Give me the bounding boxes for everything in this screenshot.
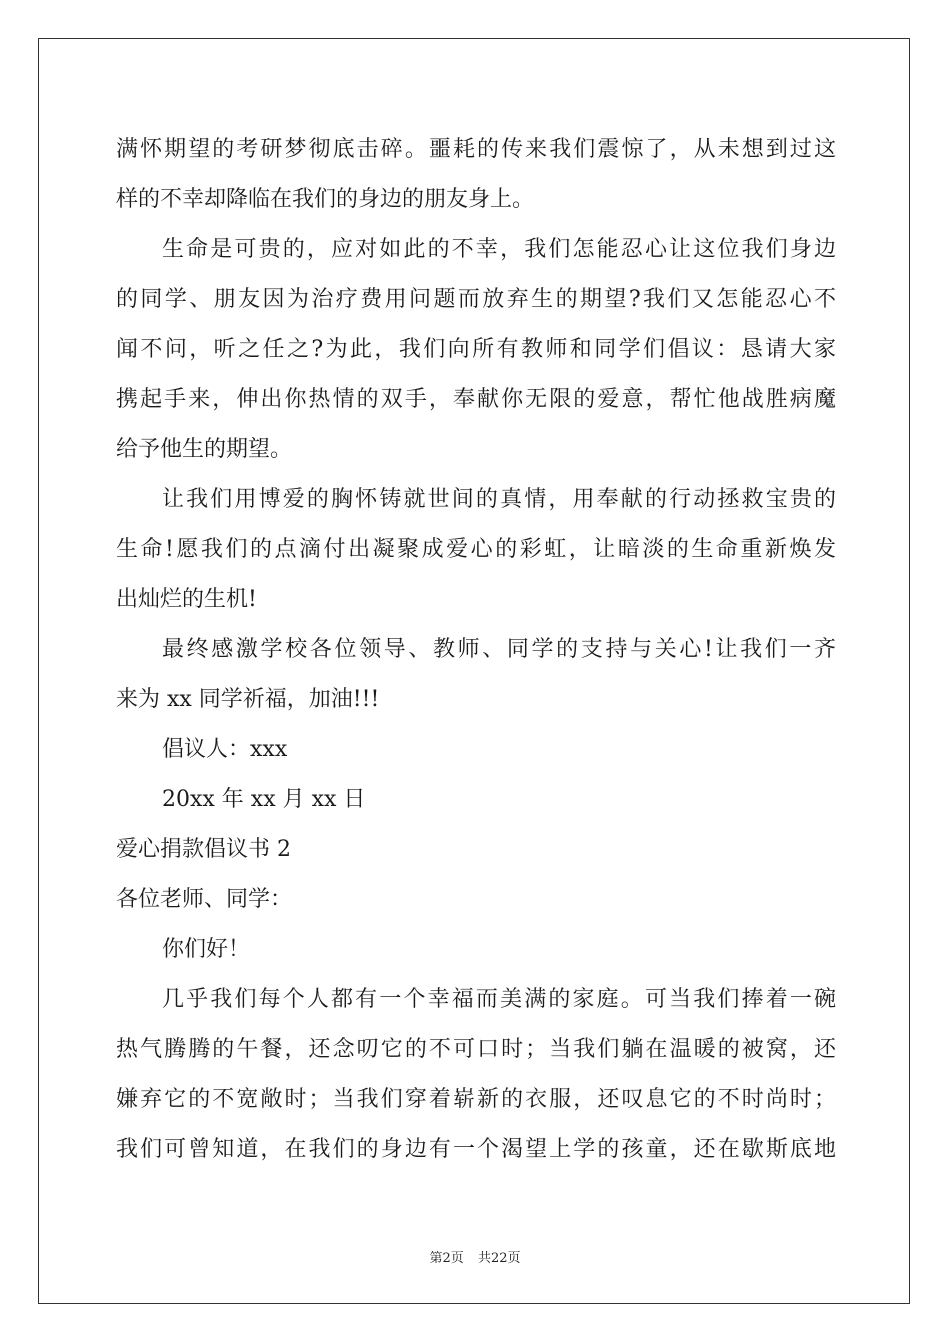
date-line: 20xx 年 xx 月 xx 日 xyxy=(162,787,366,812)
text-line: 满怀期望的考研梦彻底击碎。噩耗的传来我们震惊了，从未想到过这 xyxy=(116,137,836,162)
greeting: 你们好！ xyxy=(162,937,251,962)
text-line: 出灿烂的生机! xyxy=(116,587,257,612)
page-number: 第2页 xyxy=(429,1251,464,1266)
text-line: 来为 xx 同学祈福，加油!!! xyxy=(116,687,380,712)
text-line: 生命是可贵的，应对如此的不幸，我们怎能忍心让这位我们身边 xyxy=(162,237,836,262)
signatory-line: 倡议人：xxx xyxy=(162,737,288,762)
text-line: 闻不问，听之任之?为此，我们向所有教师和同学们倡议：恳请大家 xyxy=(116,337,836,362)
text-line: 生命!愿我们的点滴付出凝聚成爱心的彩虹，让暗淡的生命重新焕发 xyxy=(116,537,836,562)
text-line: 几乎我们每个人都有一个幸福而美满的家庭。可当我们捧着一碗 xyxy=(162,987,836,1012)
text-line: 嫌弃它的不宽敞时；当我们穿着崭新的衣服，还叹息它的不时尚时； xyxy=(116,1087,836,1112)
section-title: 爱心捐款倡议书 2 xyxy=(116,837,291,862)
text-line: 的同学、朋友因为治疗费用问题而放弃生的期望?我们又怎能忍心不 xyxy=(116,287,836,312)
text-line: 给予他生的期望。 xyxy=(116,437,293,462)
text-line: 让我们用博爱的胸怀铸就世间的真情，用奉献的行动拯救宝贵的 xyxy=(162,487,836,512)
page-footer xyxy=(0,1247,950,1266)
text-line: 携起手来，伸出你热情的双手，奉献你无限的爱意，帮忙他战胜病魔 xyxy=(116,387,836,412)
salutation: 各位老师、同学： xyxy=(116,887,293,912)
document-body xyxy=(116,125,836,1175)
text-line: 最终感激学校各位领导、教师、同学的支持与关心!让我们一齐 xyxy=(162,637,836,662)
text-line: 热气腾腾的午餐，还念叨它的不可口时；当我们躺在温暖的被窝，还 xyxy=(116,1037,836,1062)
text-line: 我们可曾知道，在我们的身边有一个渴望上学的孩童，还在歇斯底地 xyxy=(116,1137,836,1162)
text-line: 样的不幸却降临在我们的身边的朋友身上。 xyxy=(116,187,535,212)
page-total: 共22页 xyxy=(477,1251,521,1266)
